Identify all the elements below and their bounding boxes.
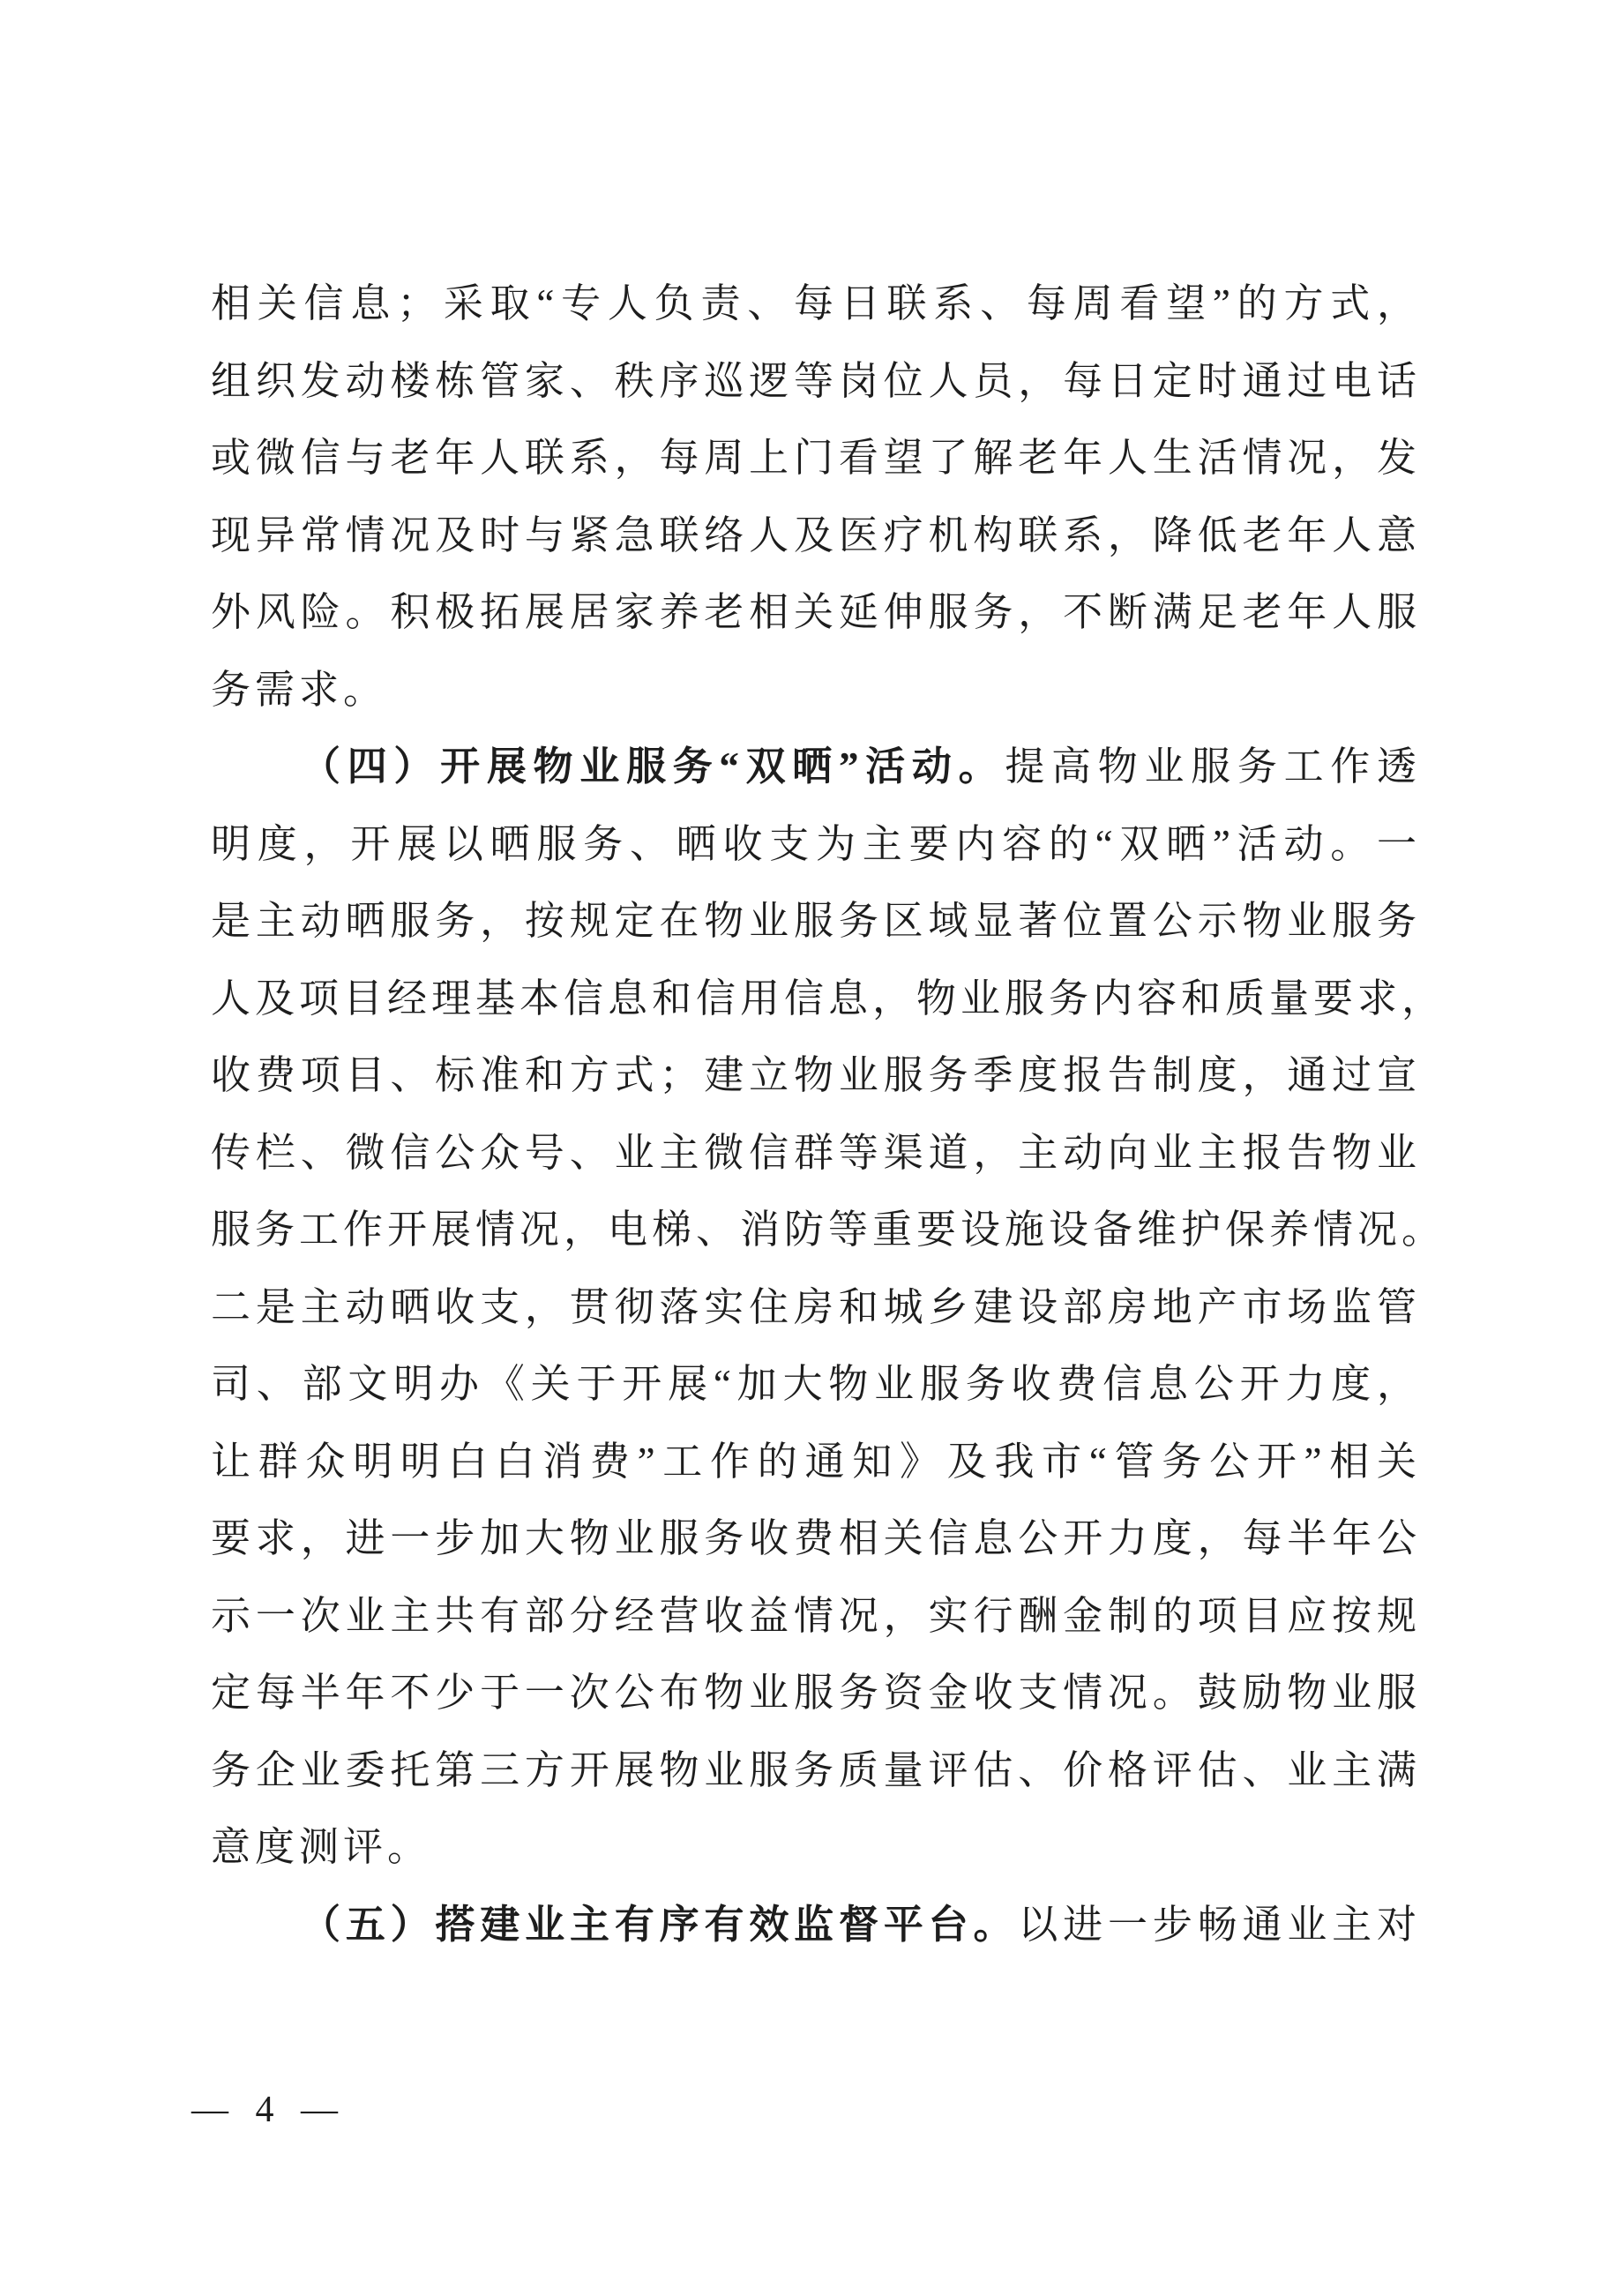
text-line bbox=[211, 729, 1421, 806]
body-text: 二是主动晒收支，贯彻落实住房和城乡建设部房地产市场监管 bbox=[211, 1284, 1421, 1329]
section-heading-text: （四）开展物业服务“双晒”活动。 bbox=[301, 744, 1005, 789]
body-text: 外风险。积极拓展居家养老相关延伸服务，不断满足老年人服 bbox=[211, 590, 1421, 634]
text-line bbox=[211, 1500, 1421, 1578]
text-line bbox=[211, 1037, 1421, 1115]
body-text: 务需求。 bbox=[211, 667, 388, 712]
body-text: 以进一步畅通业主对 bbox=[1018, 1902, 1421, 1947]
body-text: 意度测评。 bbox=[211, 1825, 432, 1869]
text-line bbox=[211, 1887, 1421, 1964]
body-text: 让群众明明白白消费”工作的通知》及我市“管务公开”相关 bbox=[211, 1439, 1421, 1484]
body-text: 司、部文明办《关于开展“加大物业服务收费信息公开力度， bbox=[211, 1362, 1421, 1406]
body-text: 是主动晒服务，按规定在物业服务区域显著位置公示物业服务 bbox=[211, 899, 1421, 943]
text-line bbox=[211, 497, 1421, 575]
text-line bbox=[211, 265, 1421, 343]
text-line bbox=[211, 1346, 1421, 1424]
body-text: 现异常情况及时与紧急联络人及医疗机构联系，降低老年人意 bbox=[211, 512, 1421, 557]
body-text: 示一次业主共有部分经营收益情况，实行酬金制的项目应按规 bbox=[211, 1593, 1421, 1638]
text-line bbox=[211, 1732, 1421, 1810]
text-line bbox=[211, 806, 1421, 884]
document-body bbox=[211, 265, 1446, 1963]
body-text: 收费项目、标准和方式；建立物业服务季度报告制度，通过宣 bbox=[211, 1053, 1421, 1097]
page-number: — 4 — bbox=[191, 2090, 338, 2130]
body-text: 明度，开展以晒服务、晒收支为主要内容的“双晒”活动。一 bbox=[211, 821, 1421, 866]
text-line bbox=[211, 1655, 1421, 1732]
text-line bbox=[211, 1809, 1421, 1887]
body-text: 要求，进一步加大物业服务收费相关信息公开力度，每半年公 bbox=[211, 1516, 1421, 1560]
text-line bbox=[211, 1269, 1421, 1347]
section-heading-text: （五）搭建业主有序有效监督平台。 bbox=[301, 1902, 1019, 1947]
body-text: 定每半年不少于一次公布物业服务资金收支情况。鼓励物业服 bbox=[211, 1671, 1421, 1715]
body-text: 服务工作开展情况，电梯、消防等重要设施设备维护保养情况。 bbox=[211, 1208, 1446, 1252]
text-line bbox=[211, 652, 1421, 729]
body-text: 提高物业服务工作透 bbox=[1005, 744, 1421, 789]
text-line bbox=[211, 574, 1421, 652]
body-text: 或微信与老年人联系，每周上门看望了解老年人生活情况，发 bbox=[211, 436, 1421, 480]
text-line bbox=[211, 343, 1421, 421]
body-text: 相关信息；采取“专人负责、每日联系、每周看望”的方式， bbox=[211, 281, 1421, 325]
text-line bbox=[211, 883, 1421, 961]
text-line bbox=[211, 1192, 1446, 1269]
text-line bbox=[211, 1578, 1421, 1656]
text-line bbox=[211, 420, 1421, 497]
body-text: 组织发动楼栋管家、秩序巡逻等岗位人员，每日定时通过电话 bbox=[211, 358, 1421, 403]
body-text: 务企业委托第三方开展物业服务质量评估、价格评估、业主满 bbox=[211, 1747, 1421, 1792]
body-text: 人及项目经理基本信息和信用信息，物业服务内容和质量要求， bbox=[211, 976, 1446, 1021]
text-line bbox=[211, 1424, 1421, 1501]
body-text: 传栏、微信公众号、业主微信群等渠道，主动向业主报告物业 bbox=[211, 1130, 1421, 1175]
text-line bbox=[211, 961, 1446, 1038]
text-line bbox=[211, 1115, 1421, 1193]
